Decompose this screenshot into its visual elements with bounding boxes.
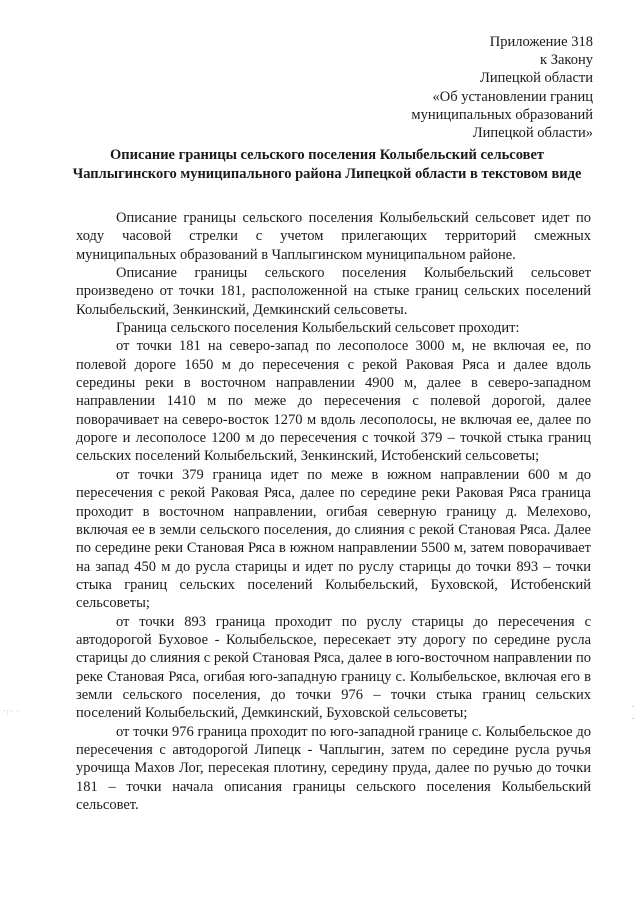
appendix-line: к Закону xyxy=(540,52,593,69)
body-paragraph: от точки 976 граница проходит по юго-западной границе с. Колыбельское до пересечения с автодорогой Липецк - Чаплыгин, затем по середине русла ручья урочища Махов Лог, пересекая плотину, середину пруда, далее по ручью до точки 181 – точки начала описания границы сельского поселения Колыбельский сельсовет. xyxy=(76,723,591,813)
document-title: Описание границы сельского поселения Колыбельский сельсовет Чаплыгинского муниципального района Липецкой области в текстовом виде xyxy=(72,147,582,182)
appendix-line: муниципальных образований xyxy=(411,106,593,123)
appendix-header xyxy=(411,33,593,142)
appendix-line: «Об установлении границ xyxy=(432,88,593,105)
body-paragraph: от точки 893 граница проходит по руслу старицы до пересечения с автодорогой Буховое - Колыбельское, пересекает эту дорогу по середине русла старицы до слияния с рекой Становая Ряса, далее в юго-восточном направлении по реке Становая Ряса, огибая юго-западную границу с. Колыбельское, включая его в земли сельского поселения, до точки 976 – точки стыка границ сельских поселений Колыбельский, Демкинский, Буховской сельсоветы; xyxy=(76,613,591,722)
appendix-line: Липецкой области xyxy=(480,70,593,87)
body-paragraph: Описание границы сельского поселения Колыбельский сельсовет идет по ходу часовой стрелки с учетом прилегающих территорий смежных муниципальных образований в Чаплыгинском муниципальном районе. xyxy=(76,210,591,263)
scan-margin-mark: ·:· · xyxy=(3,707,21,716)
body-paragraph: от точки 181 на северо-запад по лесополосе 3000 м, не включая ее, по полевой дороге 1650 м до пересечения с рекой Раковая Ряса и далее вдоль середины реки в восточном направлении 4900 м, далее в северо-западном направлении 1410 м по меже до пересечения с полевой дорогой, далее поворачивает на северо-восток 1270 м вдоль лесополосы, не включая ее, далее по дороге и лесополосе 1200 м до пересечения с точкой 379 – точкой стыка границ сельских поселений Колыбельский, Зенкинский, Истобенский сельсоветы; xyxy=(76,338,591,465)
document-body xyxy=(76,209,591,814)
body-paragraph: Описание границы сельского поселения Колыбельский сельсовет произведено от точки 181, расположенной на стыке границ сельских поселений Колыбельский, Зенкинский, Демкинский сельсоветы. xyxy=(76,265,591,318)
scan-margin-mark-right: · · xyxy=(631,702,635,725)
appendix-line: Приложение 318 xyxy=(489,34,593,50)
body-paragraph: Граница сельского поселения Колыбельский сельсовет проходит: xyxy=(116,320,520,337)
appendix-line: Липецкой области» xyxy=(472,125,593,142)
body-paragraph: от точки 379 граница идет по меже в южном направлении 600 м до пересечения с рекой Раковая Ряса, далее по середине реки Раковая Ряса граница проходит в восточном направлении, огибая северную границу д. Мелехово, включая ее в земли сельского поселения, до слияния с рекой Становая Ряса. Далее по середине реки Становая Ряса в южном направлении 5500 м, затем поворачивает на запад 450 м до русла старицы и идет по руслу старицы до точки 893 – точки стыка границ сельских поселений Колыбельский, Буховской, Истобенский сельсоветы; xyxy=(76,466,591,612)
